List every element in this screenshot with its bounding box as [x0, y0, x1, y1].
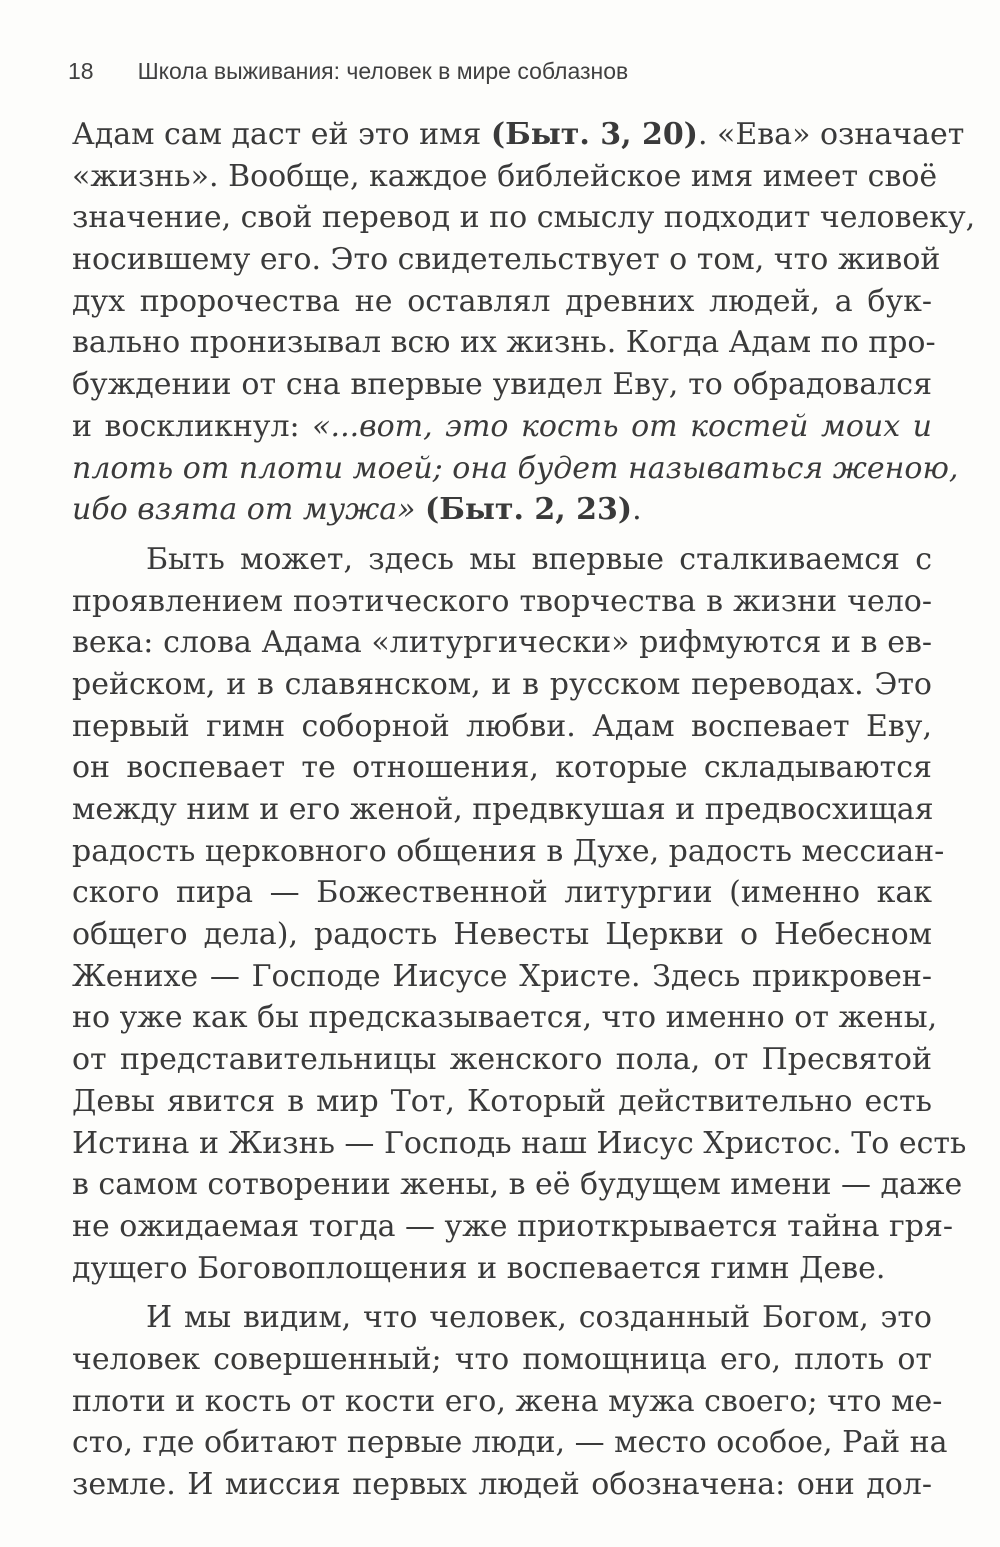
text-run: дух пророчества не оставлял древних людей, а бук-: [72, 283, 932, 319]
text-line: [72, 1248, 932, 1290]
text-line: [72, 664, 932, 706]
text-run: первый гимн соборной любви. Адам воспевает Еву,: [72, 708, 932, 744]
text-line: [72, 622, 932, 664]
text-run: значение, свой перевод и по смыслу подходит человеку,: [72, 200, 976, 236]
paragraph: [72, 114, 976, 531]
text-run: проявлением поэтического творчества в жизни чело-: [72, 583, 932, 619]
text-line: [72, 1381, 943, 1423]
text-line: [72, 539, 932, 581]
text-run: .: [632, 492, 642, 528]
body-text: [72, 114, 976, 1506]
text-run: вально пронизывал всю их жизнь. Когда Адам по про-: [72, 325, 936, 361]
text-line: [72, 706, 932, 748]
text-line: [72, 406, 932, 448]
text-run: [415, 492, 425, 527]
text-line: [72, 1039, 932, 1081]
text-run: не ожидаемая тогда — уже приоткрывается тайна гря-: [72, 1208, 954, 1244]
text-run: он воспевает те отношения, которые складываются: [72, 750, 932, 786]
text-run: и воскликнул:: [72, 408, 313, 444]
text-line: [72, 114, 965, 156]
text-run: века: слова Адама «литургически» рифмуются и в ев-: [72, 625, 932, 661]
text-line: [72, 1422, 948, 1464]
text-line: [72, 322, 936, 364]
text-run: плоти и кость от кости его, жена мужа своего; что ме-: [72, 1383, 943, 1419]
text-line: [72, 872, 932, 914]
text-run: но уже как бы предсказывается, что именно от жены,: [72, 1000, 938, 1036]
text-line: [72, 831, 945, 873]
text-run: дущего Боговоплощения и воспевается гимн Деве.: [72, 1250, 886, 1286]
text-run: ского пира — Божественной литургии (именно как: [72, 875, 932, 911]
scripture-reference: (Быт. 2, 23): [425, 492, 633, 528]
text-line: [72, 914, 932, 956]
text-run: Женихе — Господе Иисусе Христе. Здесь прикровен-: [72, 958, 932, 994]
text-run: в самом сотворении жены, в её будущем имени — даже: [72, 1167, 963, 1203]
text-run: между ним и его женой, предвкушая и предвосхищая: [72, 792, 934, 827]
text-run: «жизнь». Вообще, каждое библейское имя имеет своё: [72, 158, 938, 194]
text-line: [72, 1123, 967, 1165]
text-run: Девы явится в мир Тот, Который действительно есть: [72, 1083, 932, 1119]
text-line: [72, 489, 932, 531]
text-run: Адам сам даст ей это имя: [72, 117, 491, 152]
text-line: [72, 956, 932, 998]
paragraph: [72, 539, 967, 1289]
text-line: [72, 1081, 932, 1123]
text-line: [72, 448, 959, 490]
text-line: [72, 789, 932, 831]
text-line: [72, 281, 932, 323]
text-run: общего дела), радость Невесты Церкви о Небесном: [72, 917, 932, 953]
text-line: [72, 1206, 954, 1248]
scripture-quote: «...вот, это кость от костей моих и: [312, 408, 932, 444]
text-line: [72, 1164, 963, 1206]
text-run: радость церковного общения в Духе, радость мессиан-: [72, 833, 945, 869]
text-run: И мы видим, что человек, созданный Богом, это: [146, 1300, 932, 1336]
text-line: [72, 364, 932, 406]
scripture-quote: плоть от плоти моей; она будет называться женою,: [72, 450, 959, 486]
text-line: [72, 1297, 932, 1339]
running-title: Школа выживания: человек в мире соблазнов: [137, 58, 629, 84]
text-run: носившему его. Это свидетельствует о том, что живой: [72, 242, 941, 278]
paragraph-spacer: [72, 1289, 932, 1297]
text-run: рейском, и в славянском, и в русском переводах. Это: [72, 666, 932, 702]
scripture-reference: (Быт. 3, 20): [490, 117, 698, 152]
text-line: [72, 197, 976, 239]
paragraph-spacer: [72, 531, 932, 539]
text-run: человек совершенный; что помощница его, плоть от: [72, 1341, 932, 1377]
text-run: от представительницы женского пола, от Пресвятой: [72, 1042, 932, 1078]
running-head: [68, 58, 948, 98]
text-line: [72, 581, 932, 623]
text-line: [72, 239, 941, 281]
text-run: Быть может, здесь мы впервые сталкиваемся с: [146, 541, 932, 577]
paragraph: [72, 1297, 948, 1505]
text-run: сто, где обитают первые люди, — место особое, Рай на: [72, 1425, 948, 1461]
text-run: буждении от сна впервые увидел Еву, то обрадовался: [72, 367, 932, 403]
text-line: [72, 747, 932, 789]
text-line: [72, 997, 938, 1039]
text-run: . «Ева» означает: [697, 117, 965, 152]
text-line: [72, 1339, 932, 1381]
page-number: 18: [68, 58, 94, 84]
text-run: земле. И миссия первых людей обозначена: они дол-: [72, 1467, 932, 1502]
text-run: Истина и Жизнь — Господь наш Иисус Христос. То есть: [72, 1125, 967, 1161]
scripture-quote: ибо взята от мужа»: [72, 492, 416, 528]
text-line: [72, 156, 938, 198]
text-line: [72, 1464, 932, 1506]
